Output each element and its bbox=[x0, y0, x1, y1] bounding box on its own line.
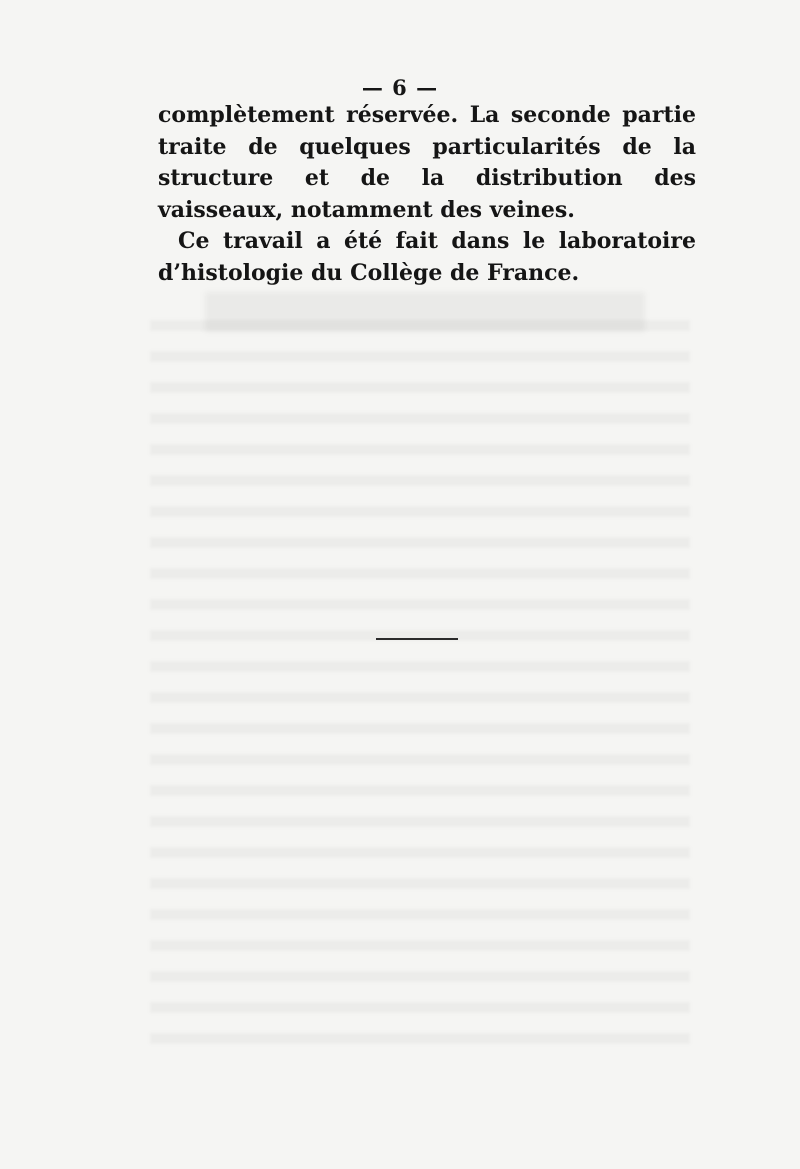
page-number: — 6 — bbox=[361, 75, 439, 100]
bleed-through-shadow bbox=[205, 292, 645, 332]
section-divider bbox=[376, 638, 458, 640]
bleed-through-texture bbox=[150, 300, 690, 1060]
paragraph-2: Ce travail a été fait dans le laboratoire d’histologie du Collège de France. bbox=[158, 228, 696, 286]
paragraph-1: complètement réservée. La seconde partie traite de quelques particularités de la structure et de la distribution des vaisseaux, notamment des veines. bbox=[158, 102, 696, 223]
body-text bbox=[158, 100, 696, 289]
